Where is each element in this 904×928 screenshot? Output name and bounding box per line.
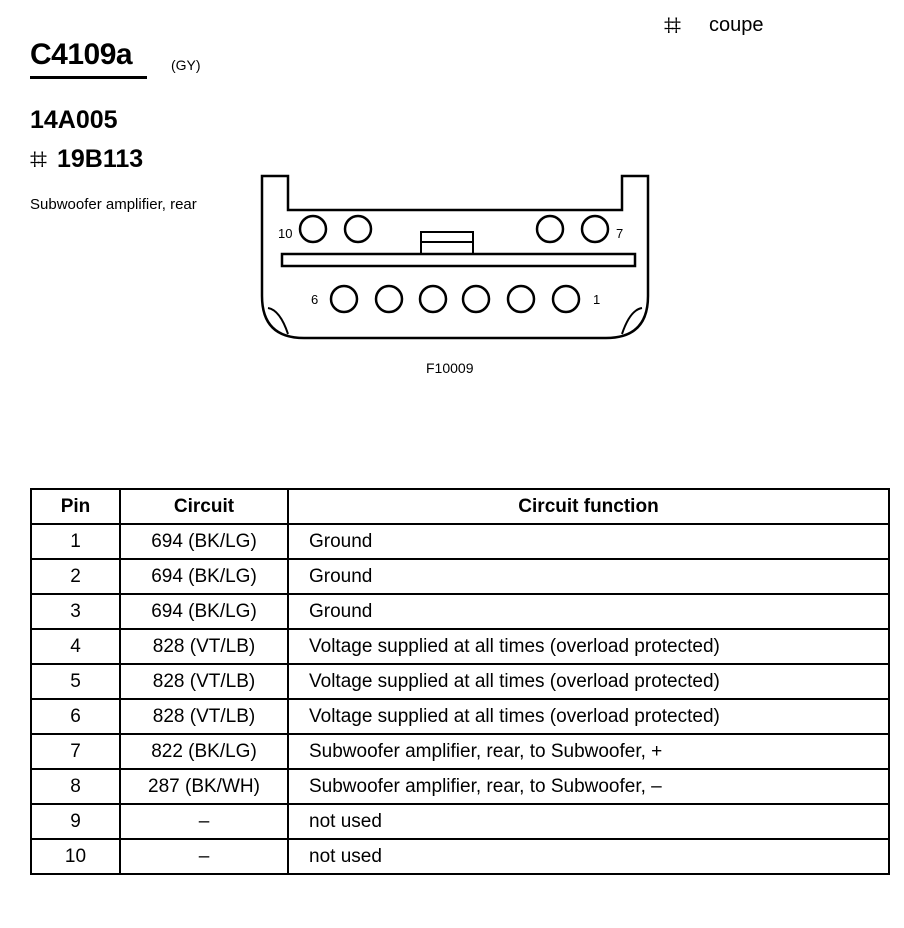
figure-number: F10009	[426, 360, 474, 376]
cell-circuit: 828 (VT/LB)	[120, 699, 288, 734]
cell-pin: 9	[31, 804, 120, 839]
table-row	[31, 594, 889, 629]
pin-cavity-5	[376, 286, 402, 312]
table-row	[31, 804, 889, 839]
connector-housing-outline	[262, 176, 648, 338]
part-number-2: 19B113	[57, 145, 144, 173]
cell-pin: 3	[31, 594, 120, 629]
cell-function: Ground	[288, 559, 889, 594]
pin-table-header-row	[31, 489, 889, 524]
cell-function: Subwoofer amplifier, rear, to Subwoofer, +	[288, 734, 889, 769]
pin-label-10: 10	[278, 226, 293, 241]
cell-circuit: 828 (VT/LB)	[120, 664, 288, 699]
cell-pin: 6	[31, 699, 120, 734]
connector-right-corner	[622, 308, 642, 334]
pin-label-1: 1	[593, 292, 601, 307]
legend-text: coupe	[709, 14, 764, 36]
header-circuit-function: Circuit function	[288, 489, 889, 524]
cell-function: not used	[288, 839, 889, 874]
connector-locking-bar	[282, 254, 635, 266]
connector-left-corner	[268, 308, 288, 334]
table-row	[31, 629, 889, 664]
cell-circuit: –	[120, 804, 288, 839]
cell-function: Voltage supplied at all times (overload protected)	[288, 699, 889, 734]
table-row	[31, 524, 889, 559]
pin-cavity-9	[345, 216, 371, 242]
cell-circuit: 287 (BK/WH)	[120, 769, 288, 804]
connector-color-code: (GY)	[171, 57, 201, 73]
connector-id: C4109a	[30, 38, 133, 71]
table-row	[31, 734, 889, 769]
pin-label-7: 7	[616, 226, 624, 241]
cell-circuit: 828 (VT/LB)	[120, 629, 288, 664]
pin-label-6: 6	[311, 292, 319, 307]
pin-cavity-1	[553, 286, 579, 312]
cell-pin: 4	[31, 629, 120, 664]
cell-pin: 8	[31, 769, 120, 804]
cell-pin: 2	[31, 559, 120, 594]
cell-pin: 1	[31, 524, 120, 559]
cell-function: not used	[288, 804, 889, 839]
part-number-2-symbol: ‡‡	[30, 148, 45, 170]
cell-circuit: –	[120, 839, 288, 874]
cell-function: Ground	[288, 594, 889, 629]
cell-function: Subwoofer amplifier, rear, to Subwoofer, –	[288, 769, 889, 804]
connector-face-diagram	[250, 170, 660, 350]
cell-circuit: 822 (BK/LG)	[120, 734, 288, 769]
legend-symbol: ‡‡	[664, 14, 679, 36]
part-number-1: 14A005	[30, 106, 118, 134]
cell-circuit: 694 (BK/LG)	[120, 524, 288, 559]
pin-cavity-7	[582, 216, 608, 242]
table-row	[31, 699, 889, 734]
component-description: Subwoofer amplifier, rear	[30, 196, 197, 213]
pin-cavity-3	[463, 286, 489, 312]
cell-function: Voltage supplied at all times (overload protected)	[288, 629, 889, 664]
table-row	[31, 839, 889, 874]
pin-table	[30, 488, 890, 875]
cell-circuit: 694 (BK/LG)	[120, 559, 288, 594]
pin-cavity-2	[508, 286, 534, 312]
table-row	[31, 559, 889, 594]
header-pin: Pin	[31, 489, 120, 524]
cell-circuit: 694 (BK/LG)	[120, 594, 288, 629]
cell-function: Voltage supplied at all times (overload protected)	[288, 664, 889, 699]
table-row	[31, 769, 889, 804]
cell-pin: 10	[31, 839, 120, 874]
pin-cavity-8	[537, 216, 563, 242]
pin-cavity-6	[331, 286, 357, 312]
table-row	[31, 664, 889, 699]
connector-id-underline	[30, 76, 147, 79]
pin-cavity-4	[420, 286, 446, 312]
pin-cavity-10	[300, 216, 326, 242]
cell-function: Ground	[288, 524, 889, 559]
header-circuit: Circuit	[120, 489, 288, 524]
cell-pin: 7	[31, 734, 120, 769]
cell-pin: 5	[31, 664, 120, 699]
